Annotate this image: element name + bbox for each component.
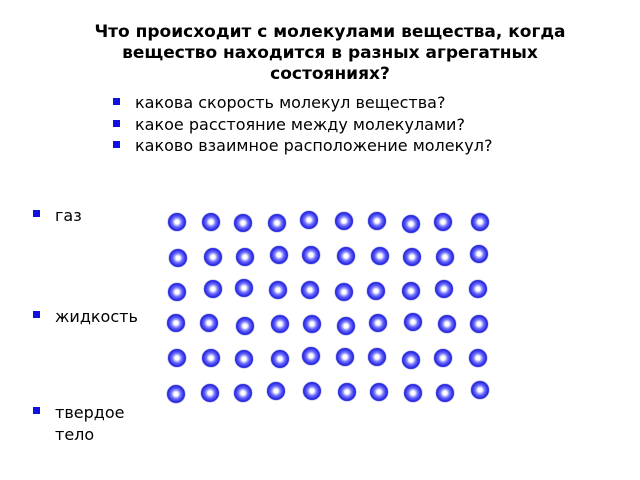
molecule-sphere-icon bbox=[201, 384, 219, 402]
molecule-sphere-icon bbox=[235, 279, 253, 297]
molecule-sphere-icon bbox=[471, 381, 489, 399]
molecule-sphere-icon bbox=[337, 247, 355, 265]
molecule-sphere-icon bbox=[236, 317, 254, 335]
molecule-sphere-icon bbox=[469, 349, 487, 367]
molecule-sphere-icon bbox=[438, 315, 456, 333]
molecule-sphere-icon bbox=[234, 384, 252, 402]
molecule-sphere-icon bbox=[236, 248, 254, 266]
molecule-sphere-icon bbox=[402, 351, 420, 369]
state-gas-label: газ bbox=[55, 206, 82, 225]
molecule-sphere-icon bbox=[338, 383, 356, 401]
molecule-sphere-icon bbox=[403, 248, 421, 266]
molecule-sphere-icon bbox=[404, 384, 422, 402]
state-liquid bbox=[33, 306, 138, 328]
question-text: какова скорость молекул вещества? bbox=[135, 93, 446, 112]
molecule-sphere-icon bbox=[336, 348, 354, 366]
state-solid-label: твердое тело bbox=[55, 403, 125, 444]
molecule-sphere-icon bbox=[335, 283, 353, 301]
question-text: каково взаимное расположение молекул? bbox=[135, 136, 493, 155]
square-bullet-icon bbox=[33, 210, 40, 217]
molecule-sphere-icon bbox=[200, 314, 218, 332]
state-gas bbox=[33, 205, 82, 227]
molecule-sphere-icon bbox=[204, 280, 222, 298]
question-text: какое расстояние между молекулами? bbox=[135, 115, 465, 134]
molecule-sphere-icon bbox=[337, 317, 355, 335]
molecule-sphere-icon bbox=[302, 246, 320, 264]
molecule-sphere-icon bbox=[371, 247, 389, 265]
molecule-sphere-icon bbox=[404, 313, 422, 331]
slide-title: Что происходит с молекулами вещества, когда вещество находится в разных агрегатных состояниях? bbox=[94, 22, 566, 84]
state-liquid-label: жидкость bbox=[55, 307, 138, 326]
molecule-sphere-icon bbox=[167, 385, 185, 403]
molecule-sphere-icon bbox=[269, 281, 287, 299]
square-bullet-icon bbox=[113, 141, 120, 148]
molecule-sphere-icon bbox=[368, 348, 386, 366]
molecule-sphere-icon bbox=[168, 349, 186, 367]
molecule-sphere-icon bbox=[167, 314, 185, 332]
state-solid bbox=[33, 402, 145, 446]
molecule-sphere-icon bbox=[471, 213, 489, 231]
molecule-sphere-icon bbox=[235, 350, 253, 368]
molecule-grid bbox=[160, 208, 500, 408]
molecule-sphere-icon bbox=[436, 384, 454, 402]
square-bullet-icon bbox=[113, 98, 120, 105]
molecule-sphere-icon bbox=[470, 315, 488, 333]
molecule-sphere-icon bbox=[436, 248, 454, 266]
molecule-sphere-icon bbox=[270, 246, 288, 264]
molecule-sphere-icon bbox=[367, 282, 385, 300]
molecule-sphere-icon bbox=[402, 215, 420, 233]
molecule-sphere-icon bbox=[434, 213, 452, 231]
molecule-sphere-icon bbox=[303, 382, 321, 400]
molecule-sphere-icon bbox=[469, 280, 487, 298]
molecule-sphere-icon bbox=[234, 214, 252, 232]
molecule-sphere-icon bbox=[202, 213, 220, 231]
molecule-sphere-icon bbox=[204, 248, 222, 266]
molecule-sphere-icon bbox=[470, 245, 488, 263]
square-bullet-icon bbox=[33, 311, 40, 318]
molecule-sphere-icon bbox=[434, 349, 452, 367]
square-bullet-icon bbox=[33, 407, 40, 414]
molecule-sphere-icon bbox=[370, 383, 388, 401]
molecule-sphere-icon bbox=[267, 382, 285, 400]
square-bullet-icon bbox=[113, 120, 120, 127]
molecule-sphere-icon bbox=[169, 249, 187, 267]
molecule-sphere-icon bbox=[168, 213, 186, 231]
molecule-sphere-icon bbox=[168, 283, 186, 301]
molecule-sphere-icon bbox=[303, 315, 321, 333]
molecule-sphere-icon bbox=[369, 314, 387, 332]
molecule-sphere-icon bbox=[268, 214, 286, 232]
question-item bbox=[113, 137, 505, 155]
molecule-sphere-icon bbox=[300, 211, 318, 229]
molecule-sphere-icon bbox=[435, 280, 453, 298]
molecule-sphere-icon bbox=[335, 212, 353, 230]
molecule-sphere-icon bbox=[302, 347, 320, 365]
molecule-sphere-icon bbox=[271, 350, 289, 368]
molecule-sphere-icon bbox=[301, 281, 319, 299]
molecule-sphere-icon bbox=[402, 282, 420, 300]
question-list bbox=[113, 94, 505, 159]
question-item bbox=[113, 116, 505, 134]
molecule-sphere-icon bbox=[271, 315, 289, 333]
question-item bbox=[113, 94, 505, 112]
molecule-sphere-icon bbox=[368, 212, 386, 230]
molecule-sphere-icon bbox=[202, 349, 220, 367]
